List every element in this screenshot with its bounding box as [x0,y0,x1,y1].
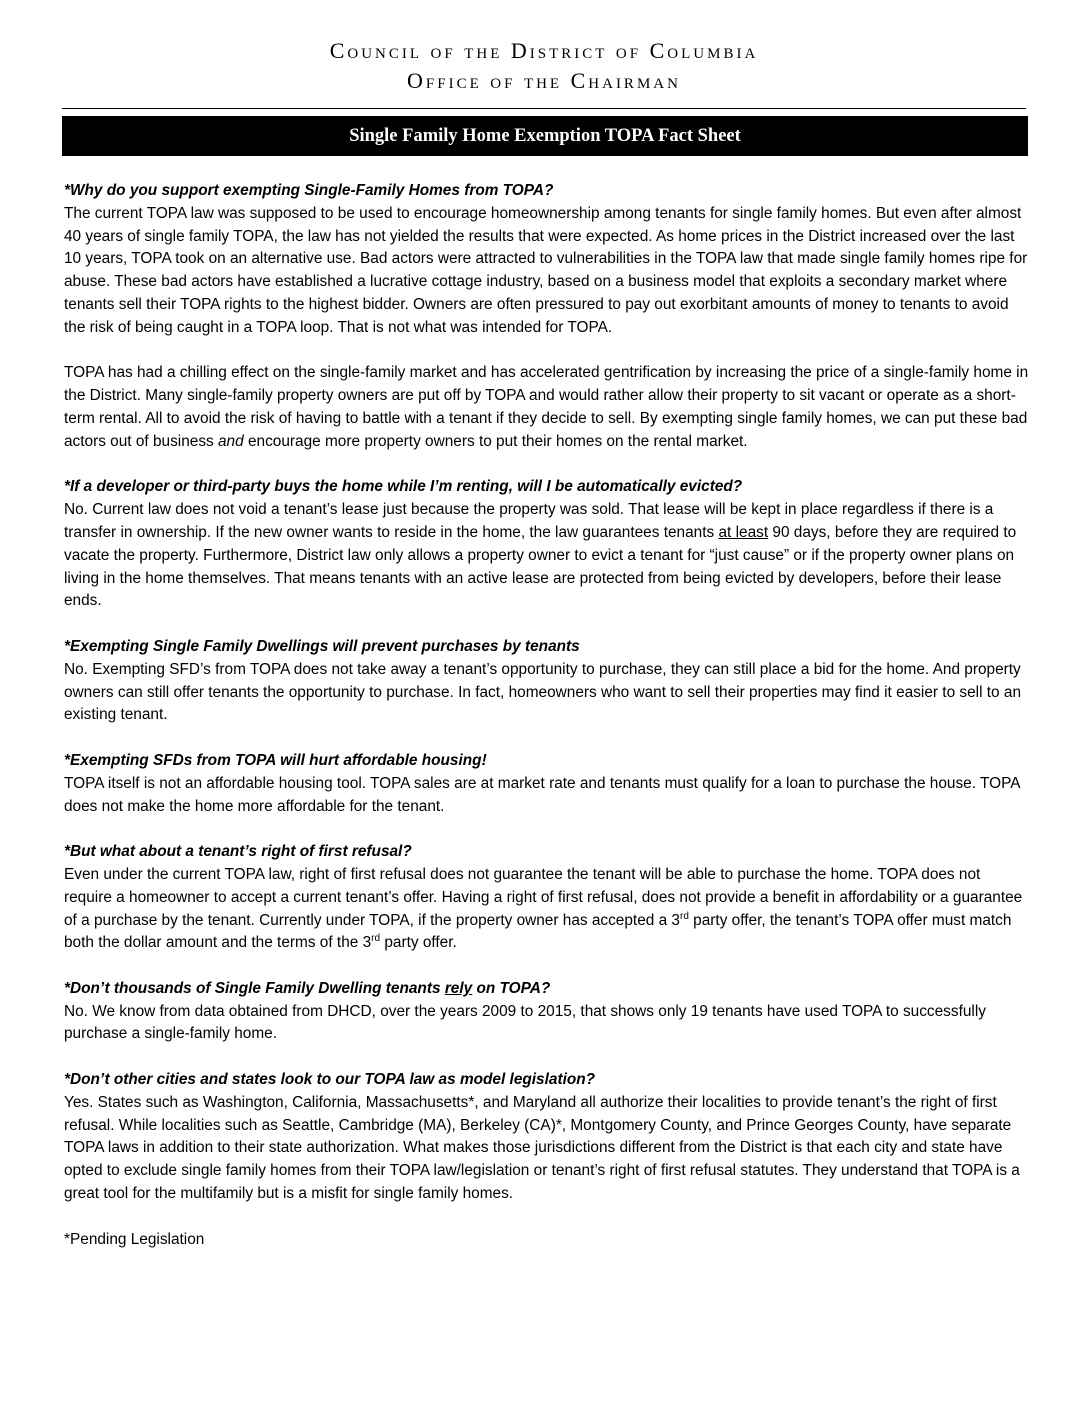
section-rely-on-topa [64,978,1032,1046]
answer-text [64,864,1032,955]
text-run: TOPA has had a chilling effect on the single-family market and has accelerated gentrification by increasing the price of a single-family home in the District. Many single-family property owners are put off by TOPA and would rather allow their property to sit vacant or operate as a short-term rental. All to avoid the risk of having to battle with a tenant if they decide to sell. By exempting single family homes, we can put these bad actors out of business [64,364,1029,450]
section-eviction [64,476,1032,613]
letterhead-council: Council of the District of Columbia [329,38,759,63]
section-purchases [64,636,1032,727]
text-run: No. Current law does not void a tenant’s lease just because the property was sold. That lease will be kept in place regardless if there is a transfer in ownership. If the new owner wants to reside in the home, the law guarantees tenants [64,501,994,541]
answer-text: No. We know from data obtained from DHCD, over the years 2009 to 2015, that shows only 19 tenants have used TOPA to successfully purchase a single-family home. [64,1002,986,1043]
letterhead-office: Office of the Chairman [407,68,681,93]
question-heading: *Exempting Single Family Dwellings will prevent purchases by tenants [64,637,580,655]
text-run: on TOPA? [472,979,551,997]
answer-text: No. Exempting SFD’s from TOPA does not take away a tenant’s opportunity to purchase, they can still place a bid for the home. And property owners can still offer tenants the opportunity to purchase. In fact, homeowners who want to sell their properties may find it easier to sell to an existing tenant. [64,660,1021,724]
question-heading: *Don’t other cities and states look to our TOPA law as model legislation? [64,1071,596,1089]
question-heading: *Why do you support exempting Single-Family Homes from TOPA? [64,182,554,199]
question-heading: *But what about a tenant’s right of first refusal? [64,843,412,861]
text-run: party offer. [380,934,457,952]
footnote: *Pending Legislation [64,1230,205,1248]
emphasis: and [218,432,244,450]
section-why-exempt [64,180,1032,454]
answer-text [64,499,1032,613]
question-heading [64,978,1032,1001]
text-run: 90 days, before they are required to vacate the property. Furthermore, District law only allows a property owner to evict a tenant for “just cause” or if the property owner plans on living in the home themselves. That means tenants with an active lease are protected from being evicted by developers, before their lease ends. [64,523,1017,610]
section-first-refusal [64,841,1032,955]
text-run: *Don’t thousands of Single Family Dwelling tenants [64,979,445,997]
answer-text [64,203,1032,454]
text-run: party offer, the tenant’s TOPA offer must match both the dollar amount and the terms of the 3 [64,911,1012,952]
section-model-legislation [64,1069,1032,1206]
paragraph [64,362,1032,453]
letterhead [0,36,1088,96]
text-run: Even under the current TOPA law, right of first refusal does not guarantee the tenant will be able to purchase the home. TOPA does not require a homeowner to accept a current tenant’s offer. Having a right of first refusal, does not provide a benefit in affordability or a guarantee of a purchase by the tenant. Currently under TOPA, if the property owner has accepted a 3 [64,865,1023,929]
superscript: rd [680,910,689,922]
answer-text: Yes. States such as Washington, California, Massachusetts*, and Maryland all authorize their localities to provide tenant’s the right of first refusal. While localities such as Seattle, Cambridge (MA), Berkeley (CA)*, Montgomery County, and Prince Georges County, have separate TOPA laws in addition to their state authorization. What makes those jurisdictions different from the District is that each city and state have opted to exclude single family homes from their TOPA law/legislation or tenant’s right of first refusal statutes. They understand that TOPA is a great tool for the multifamily but is a misfit for single family homes. [64,1093,1020,1203]
underlined-text: at least [718,523,769,541]
header-rule [62,108,1026,109]
underlined-text: rely [444,979,473,997]
answer-text: TOPA itself is not an affordable housing tool. TOPA sales are at market rate and tenants must qualify for a loan to purchase the house. TOPA does not make the home more affordable for the tenant. [64,774,1020,815]
title-banner: Single Family Home Exemption TOPA Fact Sheet [62,116,1028,156]
section-affordable-housing [64,750,1032,818]
question-heading: *If a developer or third-party buys the home while I’m renting, will I be automatically evicted? [64,478,743,496]
fact-sheet-body [64,180,1032,1251]
superscript: rd [371,933,381,945]
question-heading: *Exempting SFDs from TOPA will hurt affordable housing! [64,751,487,769]
text-run: encourage more property owners to put their homes on the rental market. [243,432,748,450]
paragraph: The current TOPA law was supposed to be used to encourage homeownership among tenants for single family homes. But even after almost 40 years of single family TOPA, the law has not yielded the results that were expected. As home prices in the District increased over the last 10 years, TOPA took on an alternative use. Bad actors were attracted to vulnerabilities in the TOPA law that made single family homes ripe for abuse. These bad actors have established a lucrative cottage industry, based on a business model that exploits a secondary market where tenants sell their TOPA rights to the highest bidder. Owners are often pressured to pay out exorbitant amounts of money to tenants to avoid the risk of being caught in a TOPA loop. That is not what was intended for TOPA. [64,204,1028,336]
